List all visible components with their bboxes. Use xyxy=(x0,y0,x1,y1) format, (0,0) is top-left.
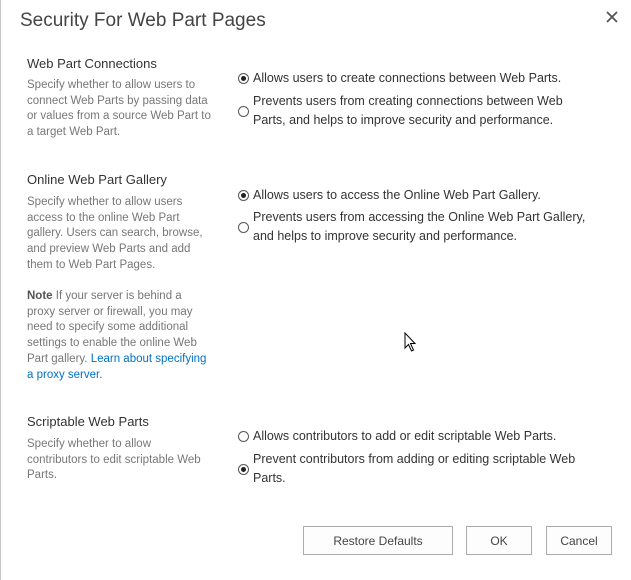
gallery-note xyxy=(27,289,212,383)
radio-allow-scriptable[interactable] xyxy=(238,427,598,446)
radio-label: Allows contributors to add or edit scriptable Web Parts. xyxy=(253,429,557,443)
radio-label: Allows users to access the Online Web Part Gallery. xyxy=(253,188,541,202)
radio-allow-gallery[interactable] xyxy=(238,186,598,205)
section-title-web-part-connections: Web Part Connections xyxy=(27,56,157,71)
section-description-scriptable: Specify whether to allow contributors to edit scriptable Web Parts. xyxy=(27,438,201,482)
radio-button-checked[interactable] xyxy=(238,464,249,475)
radio-button-unchecked[interactable] xyxy=(238,222,249,233)
radio-prevent-scriptable[interactable] xyxy=(238,450,598,488)
radio-label: Prevents users from creating connections between Web Parts, and helps to improve security and performance. xyxy=(253,94,563,127)
section-title-online-gallery: Online Web Part Gallery xyxy=(27,172,167,187)
dialog-left-border xyxy=(0,0,1,580)
dialog-title: Security For Web Part Pages xyxy=(20,10,266,31)
mouse-pointer-icon xyxy=(404,332,418,354)
radio-prevent-connections[interactable] xyxy=(238,92,598,130)
ok-button[interactable]: OK xyxy=(466,526,532,555)
radio-button-unchecked[interactable] xyxy=(238,106,249,117)
cancel-button[interactable]: Cancel xyxy=(546,526,612,555)
radio-button-checked[interactable] xyxy=(238,190,249,201)
radio-label: Prevent contributors from adding or editing scriptable Web Parts. xyxy=(253,452,576,485)
proxy-server-link[interactable]: Learn about specifying a proxy server. xyxy=(27,352,207,381)
radio-allow-connections[interactable] xyxy=(238,69,598,88)
section-description-online-gallery: Specify whether to allow users access to the online Web Part gallery. Users can search, browse, and preview Web Parts and add them to Web Part Pages. xyxy=(27,196,203,271)
note-label: Note xyxy=(27,290,53,302)
section-description-web-part-connections: Specify whether to allow users to connect Web Parts by passing data or values from a source Web Part to a target Web Part. xyxy=(27,79,211,139)
radio-prevent-gallery[interactable] xyxy=(238,208,598,246)
section-title-scriptable: Scriptable Web Parts xyxy=(27,414,149,429)
close-button[interactable] xyxy=(604,9,620,25)
radio-button-unchecked[interactable] xyxy=(238,431,249,442)
radio-label: Prevents users from accessing the Online Web Part Gallery, and helps to improve security and performance. xyxy=(253,210,586,243)
restore-defaults-button[interactable]: Restore Defaults xyxy=(303,526,453,555)
note-text: If your server is behind a proxy server or firewall, you may need to specify some additional settings to enable the online Web Part gallery. xyxy=(27,290,197,365)
close-icon xyxy=(604,9,620,25)
radio-button-checked[interactable] xyxy=(238,73,249,84)
radio-label: Allows users to create connections between Web Parts. xyxy=(253,71,562,85)
